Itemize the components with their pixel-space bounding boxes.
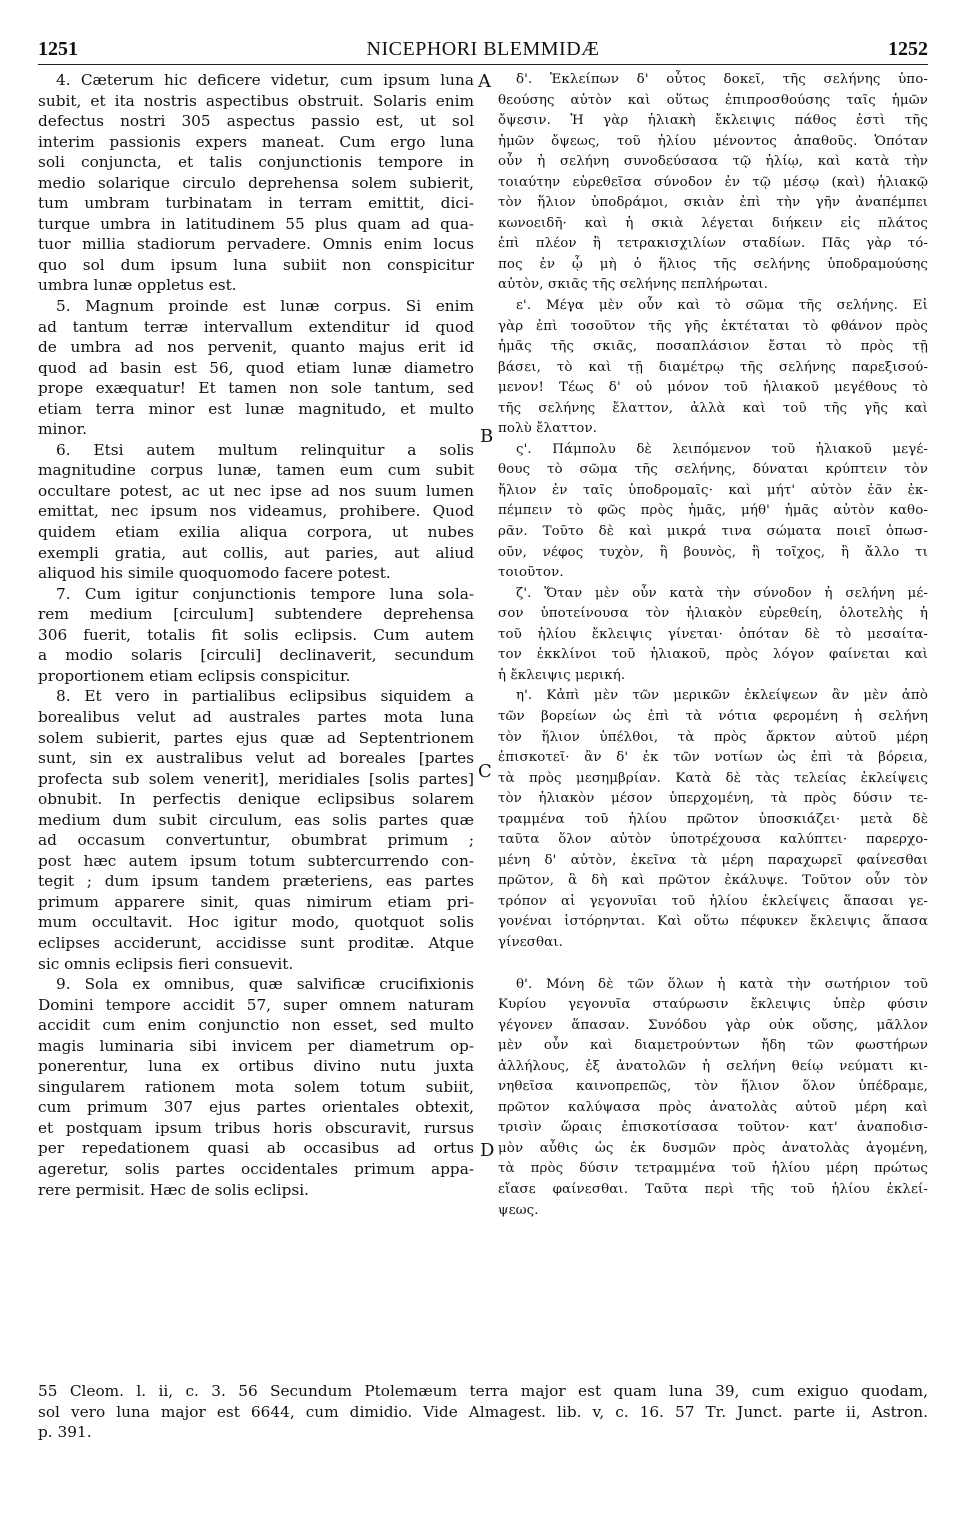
text-line: per repedationem quasi ab occasibus ad ortus bbox=[38, 1139, 474, 1158]
margin-letter-c: C bbox=[478, 761, 492, 782]
text-line: αὐτὸν, σκιᾶς τῆς σελήνης πεπλήρωται. bbox=[498, 277, 768, 293]
footnote-line: sol vero luna major est 6644, cum dimidio. Vide Almagest. lib. v, c. 16. 57 Tr. Junct. parte ii, Astron. bbox=[38, 1402, 928, 1421]
text-line: sic omnis eclipsis fieri consuevit. bbox=[38, 954, 294, 973]
text-line: τὰ πρὸς μεσημβρίαν. Κατὰ δὲ τὰς τελείας ἐκλείψεις bbox=[498, 770, 928, 786]
text-line: ponerentur, luna ex ortibus divino nutu juxta bbox=[38, 1057, 474, 1076]
text-line: γὰρ ἐπὶ τοσοῦτον τῆς γῆς ἐκτέταται τὸ φθάνον πρὸς bbox=[498, 318, 928, 334]
footnote-line: p. 391. bbox=[38, 1423, 92, 1441]
text-line: a modio solaris [circuli] declinaverit, secundum bbox=[38, 646, 474, 665]
text-line: exempli gratia, aut collis, aut paries, aut aliud bbox=[38, 543, 474, 562]
text-line: tum umbram turbinatam in terram emittit, dici- bbox=[38, 194, 474, 213]
text-line: μὸν αὖθις ὡς ἐκ δυσμῶν πρὸς ἀνατολὰς ἀγομένη, bbox=[498, 1140, 928, 1156]
text-line: γέγονεν ἅπασαν. Συνόδου γὰρ οὐκ οὔσης, μᾶλλον bbox=[498, 1017, 928, 1033]
text-line: aliquod his simile quoquomodo facere potest. bbox=[38, 564, 391, 583]
text-line: τοιαύτην εὑρεθεῖσα σύνοδον ἐν τῷ μέσῳ (καὶ) ἡλιακῷ bbox=[498, 174, 928, 190]
running-header bbox=[38, 36, 928, 62]
text-line: τῶν βορείων ὡς ἐπὶ τὰ νότια φερομένη ἡ σελήνη bbox=[498, 708, 928, 724]
text-line: δ'. Ἐκλείπων δ' οὗτος δοκεῖ, τῆς σελήνης ὑπο- bbox=[516, 72, 928, 87]
text-line: ρᾶν. Τοῦτο δὲ καὶ μικρά τινα σώματα ποιεῖ ὁπωσ- bbox=[498, 524, 928, 540]
text-line: quidem etiam exilia aliqua corpora, ut nubes bbox=[38, 523, 474, 542]
text-line: η'. Κἀπὶ μὲν τῶν μερικῶν ἐκλείψεων ἂν μὲν ἀπὸ bbox=[516, 688, 928, 704]
text-line: τὸν ἥλιον ὑποδράμοι, σκιὰν ἐπὶ τὴν γῆν ἀναπέμπει bbox=[498, 195, 928, 211]
text-line: profecta sub solem venerit], meridiales [solis partes] bbox=[38, 769, 474, 788]
text-line: ἀλλήλους, ἐξ ἀνατολῶν ἡ σελήνη θείῳ νεύματι κι- bbox=[498, 1058, 928, 1074]
text-line: γονέναι ἱστόρηνται. Καὶ οὕτω πέφυκεν ἔκλειψις ἅπασα bbox=[498, 914, 928, 930]
text-line: quod ad basin est 56, quod etiam lunæ diametro bbox=[38, 358, 474, 377]
text-line: subit, et ita nostris aspectibus obstruit. Solaris enim bbox=[38, 91, 474, 110]
text-line: οὖν ἡ σελήνη συνοδεύσασα τῷ ἡλίῳ, καὶ κατὰ τὴν bbox=[498, 154, 928, 170]
text-line: τὸν ἡλιακὸν μέσον ὑπερχομένη, τὰ πρὸς δύσιν τε- bbox=[498, 791, 928, 807]
text-line: rem medium [circulum] subtendere deprehensa bbox=[38, 605, 474, 624]
text-line: etiam terra minor est lunæ magnitudo, et multo bbox=[38, 399, 474, 418]
text-line: occultare potest, ac ut nec ipse ad nos suum lumen bbox=[38, 481, 474, 500]
text-line: interim passionis expers maneat. Cum ergo luna bbox=[38, 132, 474, 151]
text-line: ταῦτα ὅλον αὐτὸν ὑποτρέχουσα καλύπτει· παρερχο- bbox=[498, 832, 928, 848]
text-line: τρόπον αἱ γεγονυῖαι τοῦ ἡλίου ἐκλείψεις ἅπασαι γε- bbox=[498, 893, 928, 909]
text-line: τρισὶν ὥραις ἐπισκοτίσασα τοῦτον· κατ' ἀναποδισ- bbox=[498, 1120, 928, 1136]
text-line: 8. Et vero in partialibus eclipsibus siquidem a bbox=[56, 687, 474, 706]
text-line: πρῶτον καλύψασα πρὸς ἀνατολὰς αὐτοῦ μέρη καὶ bbox=[498, 1099, 928, 1115]
text-line: ψεως. bbox=[498, 1202, 539, 1218]
text-line: magnitudine corpus lunæ, tamen eum cum subit bbox=[38, 461, 474, 480]
text-line: σον ὑποτείνουσα τὸν ἡλιακὸν εὑρεθείη, ὁλοτελὴς ἡ bbox=[498, 606, 928, 622]
text-line: singularem rationem mota solem totum subiit, bbox=[38, 1077, 474, 1096]
text-line: ἡμῶν ὄψεως, τοῦ ἡλίου μένοντος ἀπαθοῦς. Ὁπόταν bbox=[498, 133, 928, 149]
footnote-line: 55 Cleom. l. ii, c. 3. 56 Secundum Ptolemæum terra major est quam luna 39, cum exiguo quodam, bbox=[38, 1382, 928, 1400]
text-line: defectus nostri 305 aspectus passio est, ut sol bbox=[38, 112, 474, 131]
text-line: τον ἐκκλίνοι τοῦ ἡλιακοῦ, πρὸς λόγον φαίνεται καὶ bbox=[498, 647, 928, 663]
text-line: μὲν οὖν καὶ διαμετρούντων ἤδη τῶν φωστήρων bbox=[498, 1038, 928, 1054]
text-line: ageretur, solis partes occidentales primum appa- bbox=[38, 1159, 474, 1178]
text-line: magis luminaria sibi invicem per diametrum op- bbox=[38, 1036, 474, 1055]
text-line: τοῦ ἡλίου ἔκλειψις γίνεται· ὁπόταν δὲ τὸ μεσαίτα- bbox=[498, 626, 928, 642]
text-line: ς'. Πάμπολυ δὲ λειπόμενον τοῦ ἡλιακοῦ μεγέ- bbox=[516, 441, 928, 457]
text-line: emittat, nec ipsum nos videamus, prohibere. Quod bbox=[38, 502, 474, 521]
text-line: turque umbra in latitudinem 55 plus quam ad qua- bbox=[38, 214, 474, 233]
text-line: θεούσης αὐτὸν καὶ οὕτως ἐπιπροσθούσης ταῖς ἡμῶν bbox=[498, 92, 928, 108]
text-line: primum apparere sinit, quas nimirum etiam pri- bbox=[38, 892, 474, 911]
text-line: ad occasum convertuntur, obumbrat primum ; bbox=[38, 831, 474, 850]
text-line: πέμπειν τὸ φῶς πρὸς ἡμᾶς, μήθ' ἡμᾶς αὐτὸν καθο- bbox=[498, 503, 928, 519]
text-line: eclipses acciderunt, accidisse sunt proditæ. Atque bbox=[38, 933, 474, 952]
text-line: τὸν ἥλιον ὑπέλθοι, τὰ πρὸς ἄρκτον αὐτοῦ μέρη bbox=[498, 729, 928, 745]
text-line: ἐπὶ πλέον ἢ τετρακισχιλίων σταδίων. Πᾶς γὰρ τό- bbox=[498, 236, 928, 252]
text-line: ἥλιον ἐν ταῖς ὑποδρομαῖς· καὶ μήτ' αὐτὸν ἐᾶν ἐκ- bbox=[498, 482, 928, 498]
text-line: cum primum 307 ejus partes orientales obtexit, bbox=[38, 1098, 474, 1117]
running-title: NICEPHORI BLEMMIDÆ bbox=[366, 38, 600, 60]
text-line: μενον! Τέως δ' οὐ μόνον τοῦ ἡλιακοῦ μεγέθους τὸ bbox=[498, 380, 928, 396]
text-line: τὰ πρὸς δύσιν τετραμμένα τοῦ ἡλίου μέρη πρώτως bbox=[498, 1161, 928, 1177]
text-line: τραμμένα τοῦ ἡλίου πρῶτον ὑποσκιάζει· μετὰ δὲ bbox=[498, 811, 928, 827]
greek-column bbox=[498, 70, 928, 1221]
text-line: 9. Sola ex omnibus, quæ salvificæ crucifixionis bbox=[56, 975, 474, 994]
paragraph-gap bbox=[498, 954, 928, 975]
text-line: 5. Magnum proinde est lunæ corpus. Si enim bbox=[56, 297, 474, 316]
text-line: νηθεῖσα καινοπρεπῶς, τὸν ἥλιον ὅλον ὑπέδραμε, bbox=[498, 1079, 928, 1095]
text-line: ἡμᾶς τῆς σκιᾶς, ποσαπλάσιον ἔσται τὸ πρὸς τῇ bbox=[498, 339, 928, 355]
text-line: medio solarique circulo deprehensa solem subierit, bbox=[38, 173, 474, 192]
text-line: tegit ; dum ipsum tandem præteriens, eas partes bbox=[38, 872, 474, 891]
footnotes bbox=[38, 1381, 928, 1443]
text-line: soli conjuncta, et talis conjunctionis tempore in bbox=[38, 153, 474, 172]
text-line: accidit cum enim conjunctio non esset, sed multo bbox=[38, 1016, 474, 1035]
text-line: et postquam ipsum tribus horis obscuravit, rursus bbox=[38, 1118, 474, 1137]
text-line: θ'. Μόνη δὲ τῶν ὅλων ἡ κατὰ τὴν σωτήριον τοῦ bbox=[516, 976, 928, 992]
text-line: γίνεσθαι. bbox=[498, 934, 563, 950]
text-line: 7. Cum igitur conjunctionis tempore luna sola- bbox=[56, 584, 474, 603]
text-line: Κυρίου γεγονυῖα σταύρωσιν ἔκλειψις ὑπὲρ φύσιν bbox=[498, 997, 928, 1013]
text-line: ε'. Μέγα μὲν οὖν καὶ τὸ σῶμα τῆς σελήνης. Εἰ bbox=[516, 298, 928, 314]
text-line: ad tantum terræ intervallum extenditur id quod bbox=[38, 317, 474, 336]
text-line: πος ἐν ᾧ μὴ ὁ ἥλιος τῆς σελήνης ὑποδραμούσης bbox=[498, 256, 928, 272]
text-line: εἴασε φαίνεσθαι. Ταῦτα περὶ τῆς τοῦ ἡλίου ἐκλεί- bbox=[498, 1181, 928, 1197]
text-line: minor. bbox=[38, 420, 87, 439]
text-line: πολὺ ἔλαττον. bbox=[498, 421, 598, 437]
latin-column bbox=[38, 70, 474, 1200]
header-rule bbox=[38, 64, 928, 65]
text-line: 306 fuerit, totalis fit solis eclipsis. Cum autem bbox=[38, 625, 474, 644]
text-line: κωνοειδῆ· καὶ ἡ σκιὰ λέγεται διήκειν εἰς πλάτος bbox=[498, 215, 928, 231]
text-line: umbra lunæ oppletus est. bbox=[38, 276, 237, 295]
text-line: obnubit. In perfectis denique eclipsibus solarem bbox=[38, 790, 474, 809]
text-line: 6. Etsi autem multum relinquitur a solis bbox=[56, 440, 474, 459]
text-line: θους τὸ σῶμα τῆς σελήνης, δύναται κρύπτειν τὸν bbox=[498, 462, 928, 478]
text-line: proportionem etiam eclipsis conspicitur. bbox=[38, 666, 351, 685]
text-line: post hæc autem ipsum totum subtercurrendo con- bbox=[38, 851, 474, 870]
text-line: μένη δ' αὐτὸν, ἐκεῖνα τὰ μέρη παραχωρεῖ φαίνεσθαι bbox=[498, 852, 928, 868]
text-line: prope exæquatur! Et tamen non sole tantum, sed bbox=[38, 379, 474, 398]
text-line: Domini tempore accidit 57, super omnem naturam bbox=[38, 995, 474, 1014]
text-line: τοιοῦτον. bbox=[498, 565, 564, 581]
text-line: medium dum subit circulum, eas solis partes quæ bbox=[38, 810, 474, 829]
page-number-left: 1251 bbox=[38, 38, 78, 60]
text-line: tuor millia stadiorum pervadere. Omnis enim locus bbox=[38, 235, 474, 254]
text-line: ἐπισκοτεῖ· ἂν δ' ἐκ τῶν νοτίων ὡς ἐπὶ τὰ βόρεια, bbox=[498, 750, 928, 766]
text-line: πρῶτον, ἃ δὴ καὶ πρῶτον ἐκάλυψε. Τοῦτον οὖν τὸν bbox=[498, 873, 928, 889]
text-line: sunt, sin ex australibus velut ad boreales [partes bbox=[38, 749, 474, 768]
text-line: solem subierit, partes ejus quæ ad Septentrionem bbox=[38, 728, 474, 747]
text-line: ὄψεσιν. Ἡ γὰρ ἡλιακὴ ἔκλειψις πάθος ἐστὶ τῆς bbox=[498, 113, 928, 129]
margin-letter-b: B bbox=[480, 426, 494, 447]
text-line: οῦν, νέφος τυχὸν, ἢ βουνὸς, ἢ τοῖχος, ἢ ἄλλο τι bbox=[498, 544, 928, 560]
margin-letter-d: D bbox=[480, 1140, 495, 1161]
text-line: mum occultavit. Hoc igitur modo, quotquot solis bbox=[38, 913, 474, 932]
text-line: ζ'. Ὅταν μὲν οὖν κατὰ τὴν σύνοδον ἡ σελήνη μέ- bbox=[516, 585, 928, 601]
text-line: 4. Cæterum hic deficere videtur, cum ipsum luna bbox=[56, 71, 474, 89]
text-line: quo sol dum ipsum luna subiit non conspicitur bbox=[38, 255, 474, 274]
text-line: τῆς σελήνης ἔλαττον, ἀλλὰ καὶ τοῦ τῆς γῆς καὶ bbox=[498, 400, 928, 416]
text-line: de umbra ad nos pervenit, quanto majus erit id bbox=[38, 338, 474, 357]
margin-letter-a: A bbox=[478, 71, 491, 92]
text-line: βάσει, τὸ καὶ τῇ διαμέτρῳ τῆς σελήνης παρεξισού- bbox=[498, 359, 928, 375]
text-line: borealibus velut ad australes partes mota luna bbox=[38, 707, 474, 726]
text-line: rere permisit. Hæc de solis eclipsi. bbox=[38, 1180, 309, 1199]
text-line: ἡ ἔκλειψις μερική. bbox=[498, 667, 626, 683]
page-number-right: 1252 bbox=[888, 38, 928, 60]
